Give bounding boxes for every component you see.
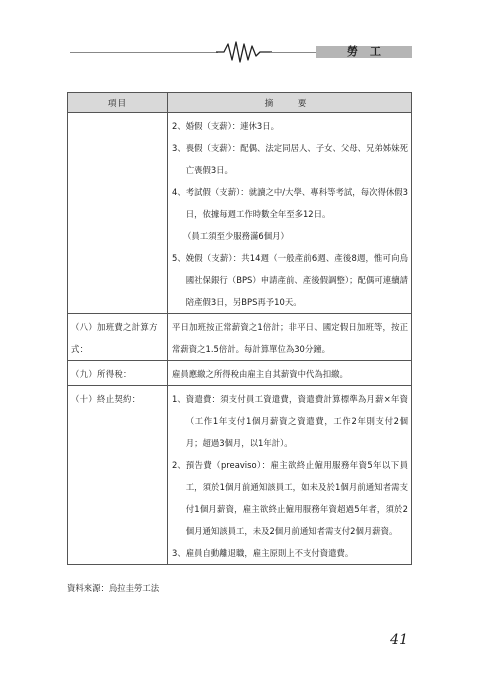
item-label-overtime: （八）加班費之計算方式：: [68, 314, 168, 361]
item-label-income-tax: （九）所得稅：: [68, 361, 168, 386]
list-item: 3、 雇員自動離退職，雇主原則上不支付資遣費。: [172, 548, 354, 558]
page-number: 41: [390, 632, 408, 648]
header-rule-left: [70, 52, 218, 53]
item-cell-leave: [68, 113, 168, 314]
page-header: [0, 0, 480, 70]
item-label-termination: （十）終止契約：: [68, 386, 168, 565]
labor-regulations-table: [67, 92, 412, 565]
list-item: 2、 預告費（preaviso）：雇主欲終止僱用服務年資5年以下員工，須於1個月前通知該員工，如未及於1個月前通知者需支付1個月薪資，雇主欲終止僱用服務年資超過5年者，須於2個月通知該員工，未及2個月前通知者需支付2個月薪資。: [172, 460, 408, 536]
column-header-item: 項目: [68, 93, 168, 113]
table-row: [68, 314, 412, 361]
section-title: 勞工: [316, 46, 412, 58]
list-item: 1、 資遣費：須支付員工資遣費，資遣費計算標準為月薪×年資（工作1年支付1個月薪資之資遣費，工作2年則支付2個月；超過3個月，以1年計）。: [172, 394, 408, 448]
source-note: 資料來源：烏拉圭勞工法: [67, 583, 160, 593]
table-row: [68, 361, 412, 386]
list-item: 5、 娩假（支薪）：共14週（一般產前6週、產後8週，惟可向烏國社保銀行（BPS）申請產前、產後假調整）；配偶可連續請陪產假3日，另BPS再予10天。: [172, 253, 408, 307]
heartbeat-icon: [216, 40, 272, 64]
list-item: 3、 喪假（支薪）：配偶、法定同居人、子女、父母、兄弟姊妹死亡喪假3日。: [172, 143, 408, 175]
list-item: 4、 考試假（支薪）：就讀之中/大學、專科等考試，每次得休假3日，依據每週工作時數全年至多12日。: [172, 187, 408, 219]
summary-cell-termination: [168, 386, 412, 565]
table-row: [68, 386, 412, 565]
header-rule-right: [270, 52, 316, 53]
list-item: 2、 婚假（支薪）：連休3日。: [172, 121, 279, 131]
summary-income-tax: 雇員應繳之所得稅由雇主自其薪資中代為扣繳。: [168, 361, 412, 386]
table-header-row: [68, 93, 412, 113]
summary-cell-leave: [168, 113, 412, 314]
list-item-note: （員工須至少服務滿6個月）: [183, 231, 289, 241]
table-row: [68, 113, 412, 314]
column-header-summary: 摘 要: [168, 93, 412, 113]
summary-overtime: 平日加班按正常薪資之1倍計；非平日、國定假日加班等，按正常薪資之1.5倍計。每計算單位為30分鐘。: [168, 314, 412, 361]
